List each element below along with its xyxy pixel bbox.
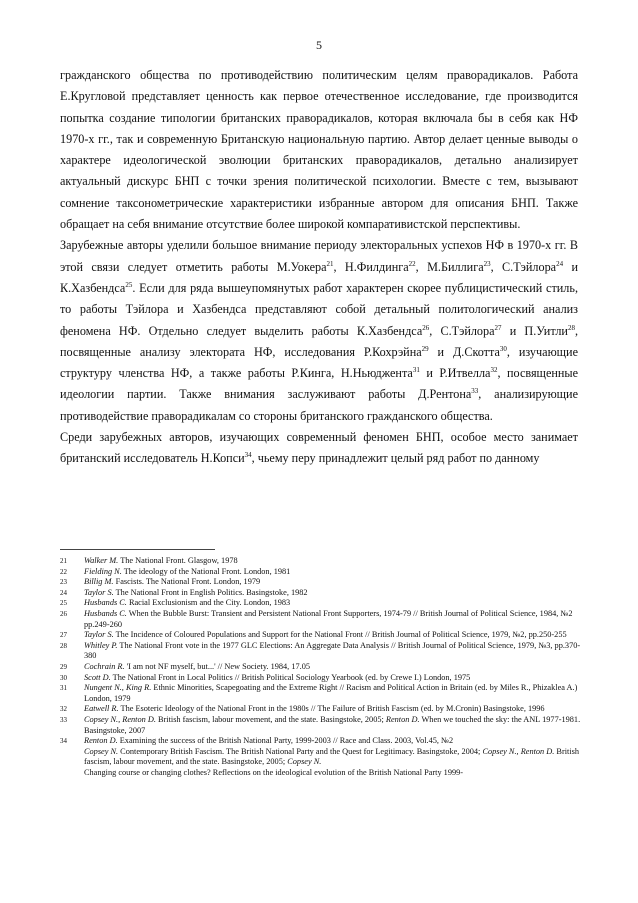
footnote-continuation: Copsey N. Contemporary British Fascism. The British National Party and the Quest for Legitimacy. Basingstoke, 2004; Copsey N., Renton D. British fascism, labour movement, and the state. Basingstoke, 2005; Copsey N. (84, 746, 580, 767)
footnote-ref[interactable]: 26 (422, 323, 430, 332)
footnote: 31 Nungent N., King R. Ethnic Minorities, Scapegoating and the Extreme Right // Racism and Political Action in Britain (ed. by Miles R., Phizaklea A.) London, 1979 (60, 683, 578, 703)
footnote-ref[interactable]: 32 (490, 366, 498, 375)
footnote-ref[interactable]: 34 (244, 451, 252, 460)
footnote: 34 Renton D. Examining the success of the British National Party, 1999-2003 // Race and Class. 2003, Vol.45, №2 (60, 736, 454, 746)
footnote-ref[interactable]: 21 (326, 259, 334, 268)
body-text (60, 65, 578, 470)
footnote: 30 Scott D. The National Front in Local Politics // British Political Sociology Yearbook (ed. by Crewe I.) London, 1975 (60, 672, 471, 682)
footnote-ref[interactable]: 30 (499, 344, 507, 353)
footnote: 29 Cochrain R. 'I am not NF myself, but...' // New Society. 1984, 17.05 (60, 661, 310, 671)
footnote-ref[interactable]: 31 (412, 366, 420, 375)
footnote-ref[interactable]: 28 (567, 323, 575, 332)
footnote: 23 Billig M. Fascists. The National Front. London, 1979 (60, 577, 261, 587)
paragraph-2: Зарубежные авторы уделили большое внимание периоду электоральных успехов НФ в 1970-х гг. В этой связи следует отметить работы М.Уокера$^{21}$, Н.Филдинга$^{22}$, М.Биллига$^{23}$, С.Тэйлора$^{24}$ и К.Хазбендса$^{25}$. Если для ряда вышеупомянутых работ характерен скорее публицистический стиль, то работы Тэйлора и Хазбендса представляют собой детальный политологический анализ феномена НФ. Отдельно следует выделить работы К.Хазбендса$^{26}$, С.Тэйлора$^{27}$ и П.Уитли$^{28}$, посвященные анализу электората НФ, исследования Р.Кохрэйна$^{29}$ и Д.Скотта$^{30}$, изучающие структуру членства НФ, а также работы Р.Кинга, Н.Ньюджента$^{31}$ и Р.Итвелла$^{32}$, посвященные идеологии партии. Также внимания заслуживают работы Д.Рентона$^{33}$, анализирующие противодействие праворадикалам со стороны британского гражданского общества. (60, 238, 579, 423)
footnote: 33 Copsey N., Renton D. British fascism, labour movement, and the state. Basingstoke, 2005; Renton D. When we touched the sky: the ANL 1977-1981. Basingstoke, 2007 (60, 714, 581, 735)
footnote: 32 Eatwell R. The Esoteric Ideology of the National Front in the 1980s // The Failure of British Fascism (ed. by M.Cronin) Basingstoke, 1996 (60, 704, 545, 714)
footnote: 24 Taylor S. The National Front in English Politics. Basingstoke, 1982 (60, 587, 308, 597)
footnote: 22 Fielding N. The ideology of the National Front. London, 1981 (60, 566, 291, 576)
footnote: 21 Walker M. The National Front. Glasgow, 1978 (60, 556, 238, 565)
paragraph-3: Среди зарубежных авторов, изучающих современный феномен БНП, особое место занимает британский исследователь Н.Копси$^{34}$, чьему перу принадлежит целый ряд работ по данному (60, 430, 578, 466)
footnote: 28 Whitley P. The National Front vote in the 1977 GLC Elections: An Aggregate Data Analysis // British Journal of Political Science, 1979, №3, pp.370-380 (60, 640, 581, 661)
footnote-continuation: Changing course or changing clothes? Reflections on the ideological evolution of the British National Party 1999- (84, 767, 464, 777)
footnote-ref[interactable]: 33 (471, 387, 479, 396)
footnote: 27 Taylor S. The Incidence of Coloured Populations and Support for the National Front // British Journal of Political Science, 1979, №2, pp.250-255 (60, 630, 567, 640)
footnote: 25 Husbands C. Racial Exclusionism and the City. London, 1983 (60, 598, 291, 608)
paragraph-1: гражданского общества по противодействию политическим целям праворадикалов. Работа Е.Кругловой представляет ценность как первое отечественное исследование, где производится попытка создание типологии британских праворадикалов, которая включала бы в себя как НФ 1970-х гг., так и современную Британскую национальную партию. Автор делает ценные выводы о характере идеологической эволюции британских праворадикалов, детально анализирует актуальный дискурс БНП с точки зрения политической психологии. Вместе с тем, вызывают сомнение таксонометрические характеристики избранные автором для описания БНП. Также обращает на себя внимание отсутствие более широкой компаративистской перспективы. (60, 68, 578, 232)
footnote: 26 Husbands C. When the Bubble Burst: Transient and Persistent National Front Supporters, 1974-79 // British Journal of Political Science, 1984, №2 pp.249-260 (60, 608, 573, 629)
footnotes (60, 556, 584, 778)
footnote-ref[interactable]: 22 (408, 259, 416, 268)
footnote-ref[interactable]: 23 (483, 259, 491, 268)
footnote-ref[interactable]: 24 (556, 259, 564, 268)
footnote-ref[interactable]: 27 (494, 323, 502, 332)
footnote-ref[interactable]: 29 (421, 344, 429, 353)
footnote-divider (60, 549, 215, 550)
page-number: 5 (316, 38, 322, 52)
footnote-ref[interactable]: 25 (125, 280, 133, 289)
